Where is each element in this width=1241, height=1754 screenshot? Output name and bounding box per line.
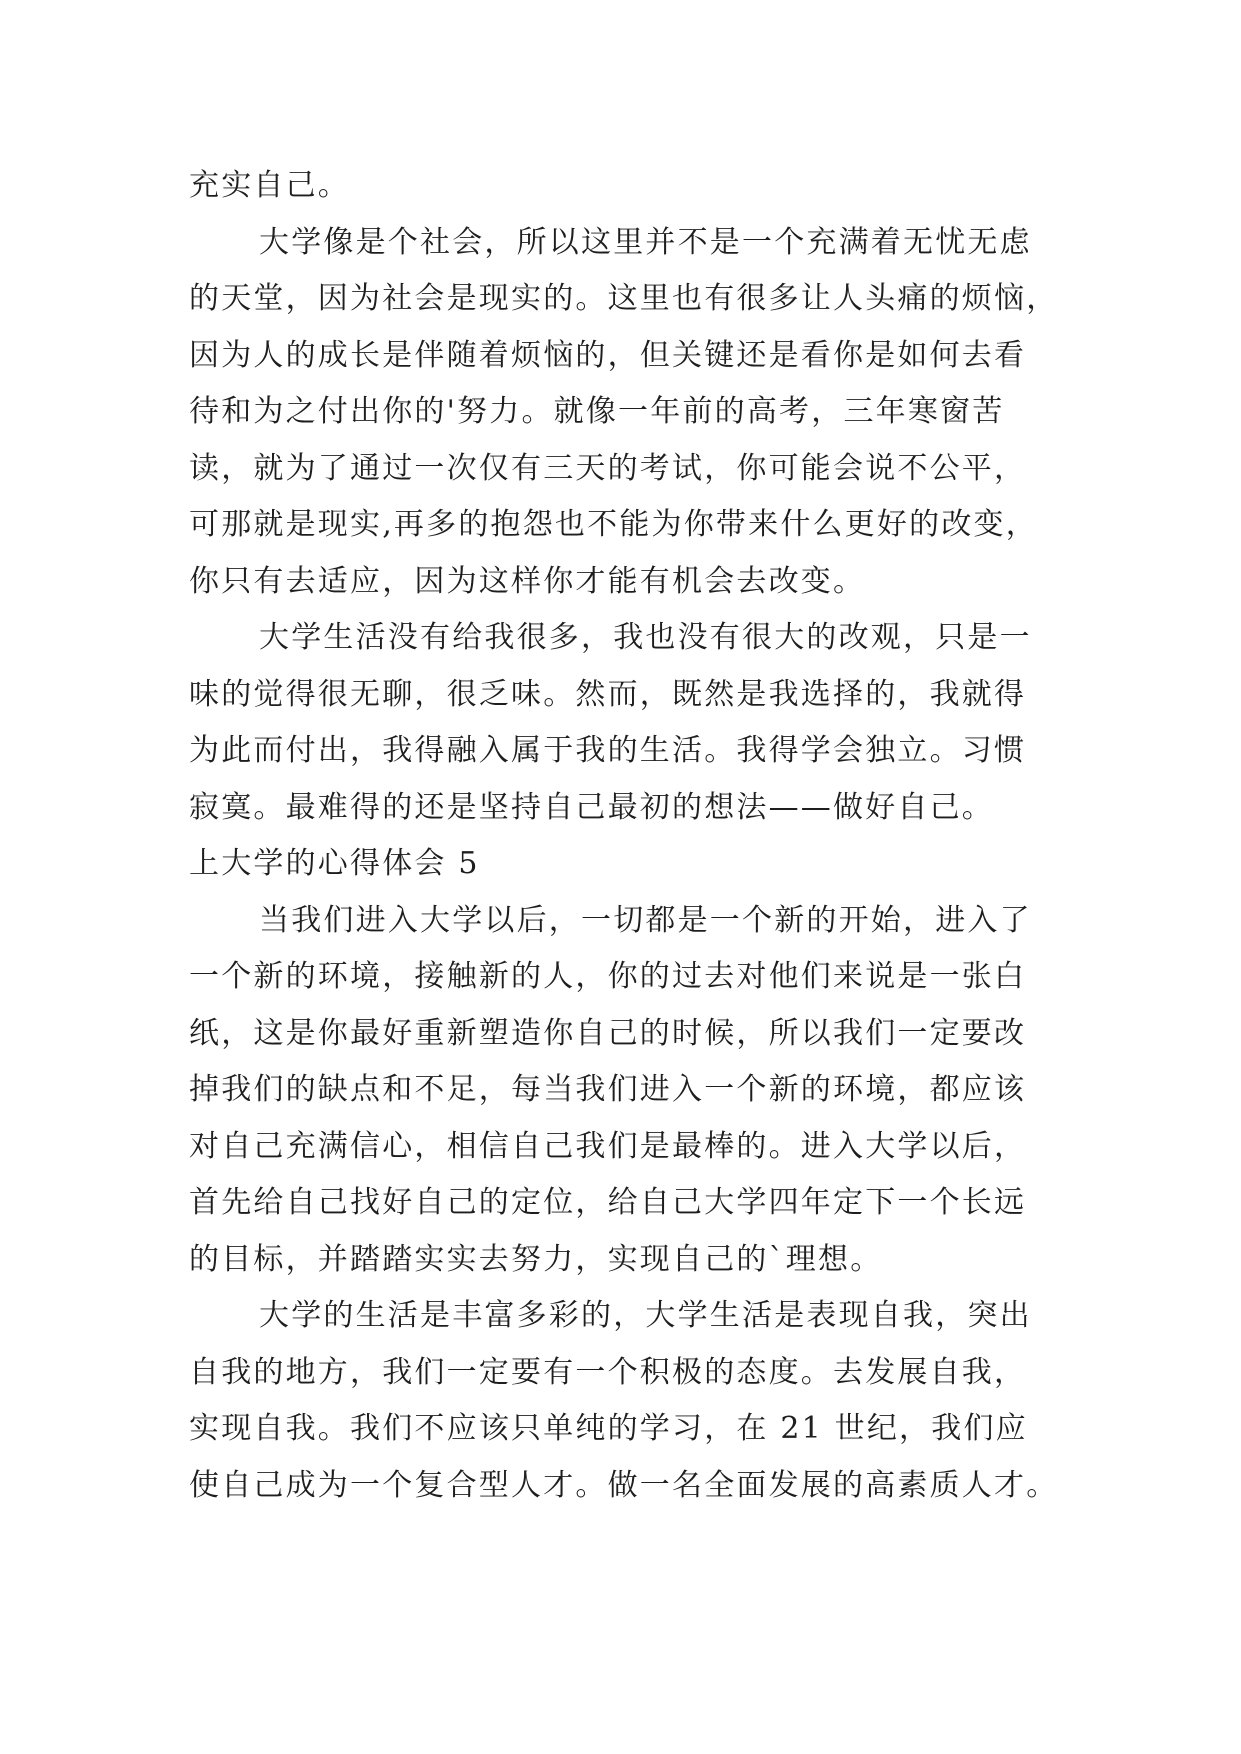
text-line: 掉我们的缺点和不足，每当我们进入一个新的环境，都应该 (189, 1072, 1027, 1107)
text-line: 味的觉得很无聊，很乏味。然而，既然是我选择的，我就得 (189, 676, 1027, 712)
text-line: 实现自我。我们不应该只单纯的学习，在 21 世纪，我们应 (189, 1411, 1028, 1446)
document-body (189, 158, 1059, 1514)
text-line: 大学生活没有给我很多，我也没有很大的改观，只是一 (259, 620, 1032, 655)
text-line: 待和为之付出你的'努力。就像一年前的高考，三年寒窗苦 (189, 394, 1005, 429)
text-line: 读，就为了通过一次仅有三天的考试，你可能会说不公平， (189, 450, 1027, 486)
text-line: 一个新的环境，接触新的人，你的过去对他们来说是一张白 (189, 959, 1027, 994)
text-line: 为此而付出，我得融入属于我的生活。我得学会独立。习惯 (189, 733, 1027, 768)
text-line: 的天堂，因为社会是现实的。这里也有很多让人头痛的烦恼， (189, 281, 1059, 316)
text-line: 自我的地方，我们一定要有一个积极的态度。去发展自我， (189, 1354, 1027, 1390)
text-line: 对自己充满信心，相信自己我们是最棒的。进入大学以后， (189, 1128, 1027, 1164)
text-line: 大学的生活是丰富多彩的，大学生活是表现自我，突出 (259, 1298, 1032, 1333)
text-line: 充实自己。 (189, 168, 350, 203)
text-line: 上大学的心得体会 5 (189, 846, 480, 881)
text-line: 纸，这是你最好重新塑造你自己的时候，所以我们一定要改 (189, 1015, 1027, 1051)
text-line: 使自己成为一个复合型人才。做一名全面发展的高素质人才。 (189, 1467, 1059, 1503)
text-line: 可那就是现实,再多的抱怨也不能为你带来什么更好的改变， (189, 507, 1038, 542)
text-line: 你只有去适应，因为这样你才能有机会去改变。 (189, 563, 866, 599)
text-line: 因为人的成长是伴随着烦恼的，但关键还是看你是如何去看 (189, 337, 1027, 373)
text-line: 的目标，并踏踏实实去努力，实现自己的`理想。 (189, 1241, 883, 1277)
text-line: 当我们进入大学以后，一切都是一个新的开始，进入了 (259, 902, 1032, 938)
text-line: 寂寞。最难得的还是坚持自己最初的想法——做好自己。 (189, 789, 994, 825)
text-line: 大学像是个社会，所以这里并不是一个充满着无忧无虑 (259, 224, 1032, 260)
text-line: 首先给自己找好自己的定位，给自己大学四年定下一个长远 (189, 1185, 1027, 1220)
